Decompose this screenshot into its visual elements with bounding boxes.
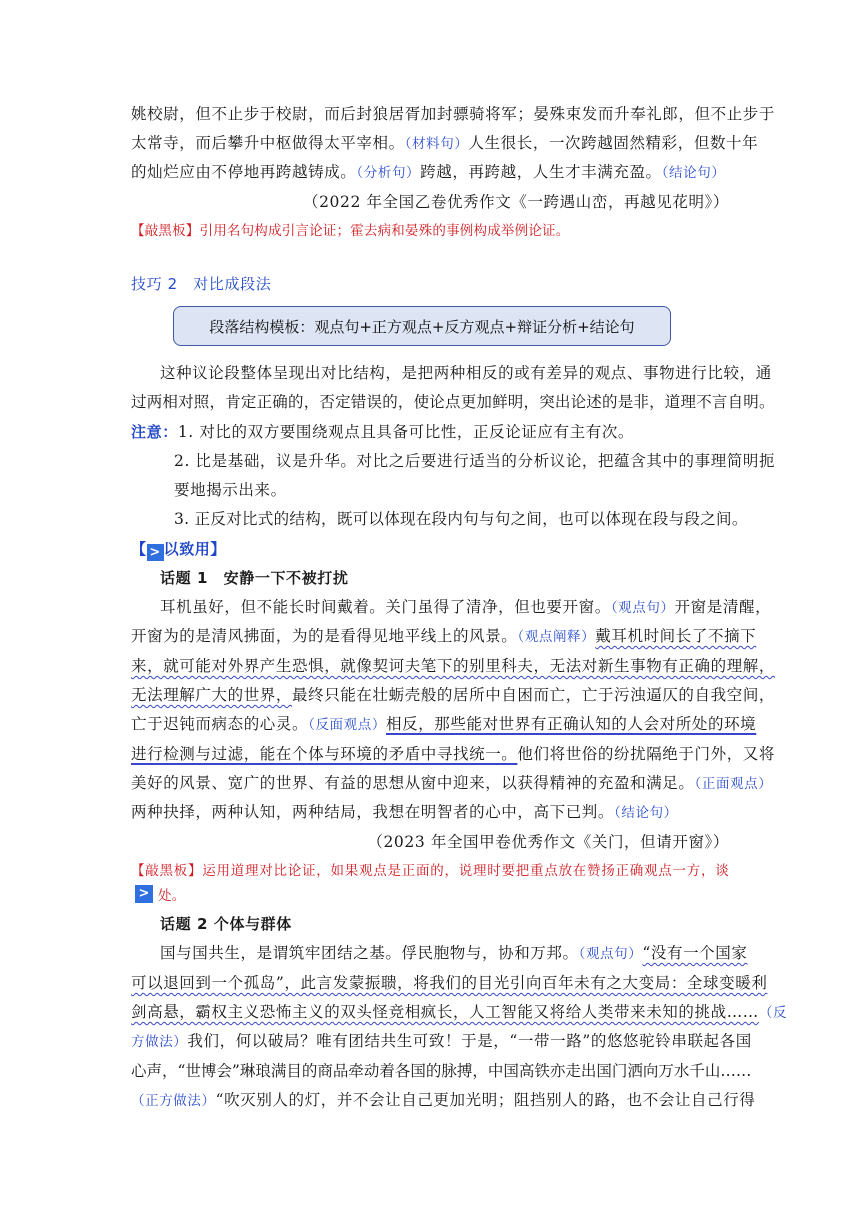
intro-text: 人生很长，一次跨越固然精彩，但数十年 xyxy=(468,134,759,152)
topic-text: 国与国共生，是谓筑牢团结之基。俘民胞物与，协和万邦。 xyxy=(160,944,579,962)
topic2-line-1 xyxy=(160,941,758,966)
desc-line-1: 这种议论段整体呈现出对比结构，是把两种相反的或有差异的观点、事物进行比较，通 xyxy=(160,364,772,382)
structure-template-box xyxy=(173,306,671,346)
topic-text: 进行检测与过滤，能在个体与环境的矛盾中寻找统一。 xyxy=(131,745,518,763)
arrow-right-icon[interactable]: > xyxy=(135,885,153,903)
topic-text: 耳机虽好，但不能长时间戴着。关门虽得了清净，但也要开窗。 xyxy=(160,598,611,616)
intro-line-2 xyxy=(131,131,759,156)
topic-text: “没有一个国家 xyxy=(642,944,748,962)
tag-conclusion: （结论句） xyxy=(661,165,726,181)
tag-material: （材料句） xyxy=(404,136,469,152)
technique-heading: 技巧 2 对比成段法 xyxy=(131,275,272,293)
topic2-line-3 xyxy=(131,1000,788,1025)
attention-1 xyxy=(131,420,729,444)
topic2-line-6 xyxy=(131,1088,756,1113)
topic-1-title: 话题 1 安静一下不被打扰 xyxy=(160,569,349,587)
topic-text: 戴耳机时间长了不摘下 xyxy=(595,627,757,645)
desc-line-2: 过两相对照，肯定正确的，否定错误的，使论点更加鲜明，突出论述的是非，道理不言自明。 xyxy=(131,393,775,411)
topic2-line-5: 心声，“世博会”琳琅满目的商品牵动着各国的脉搏，中国高铁亦走出国门洒向万水千山…… xyxy=(131,1062,752,1080)
topic-text: 美好的风景、宽广的世界、有益的思想从窗中迎来，以获得精神的充盈和满足。 xyxy=(131,774,695,792)
tag-reverse: 方做法） xyxy=(131,1034,188,1050)
note-text: 引用名句构成引言论证；霍去病和晏殊的事例构成举例论证。 xyxy=(199,223,570,239)
intro-text: 跨越，再跨越，人生才丰满充盈。 xyxy=(420,163,662,181)
topic1-source: （2023 年全国甲卷优秀作文《关门，但请开窗》） xyxy=(367,833,729,851)
attention-label: 注意： xyxy=(131,423,178,441)
note-2-line-1 xyxy=(131,859,729,883)
topic1-line-1 xyxy=(160,595,772,620)
topic1-line-8 xyxy=(131,800,729,825)
topic1-line-3: 来，就可能对外界产生恐惧，就像契诃夫笔下的别里科夫，无法对新生事物有正确的理解， xyxy=(131,657,776,675)
note-1 xyxy=(131,219,729,243)
arrow-right-icon: > xyxy=(147,544,164,561)
tag-reverse: （反 xyxy=(758,1005,788,1021)
apply-label: 以致用】 xyxy=(163,540,227,558)
intro-text: 太常寺，而后攀升中枢做得太平宰相。 xyxy=(131,134,405,152)
topic-text: 最终只能在壮蛎壳般的居所中自困而亡，亡于污浊逼仄的自我空间， xyxy=(292,686,776,704)
tag-positive: （正方做法） xyxy=(131,1093,216,1109)
topic-text: “吹灭别人的灯，并不会让自己更加光明；阻挡别人的路，也不会让自己行得 xyxy=(215,1091,756,1109)
tag-explain: （观点阐释） xyxy=(517,629,596,645)
topic-text: 无法理解广大的世界， xyxy=(131,686,293,704)
note-label: 【敲黑板】 xyxy=(131,863,203,879)
topic2-line-4 xyxy=(131,1029,752,1054)
tag-conclusion: （结论句） xyxy=(614,805,678,821)
tag-analysis: （分析句） xyxy=(356,165,421,181)
attention-2a: 2. 比是基础，议是升华。对比之后要进行适当的分析议论，把蕴含其中的事理简明扼 xyxy=(174,452,776,470)
intro-source: （2022 年全国乙卷优秀作文《一跨遇山峦，再越见花明》） xyxy=(302,193,729,211)
topic2-line-2: 可以退回到一个孤岛”，此言发蒙振聩，将我们的目光引向百年未有之大变局：全球变暖利 xyxy=(131,974,768,992)
topic-text: 他们将世俗的纷扰隔绝于门外，又将 xyxy=(517,745,776,763)
intro-line-1: 姚校尉，但不止步于校尉，而后封狼居胥加封骠骑将军；晏殊束发而升奉礼郎，但不止步于 xyxy=(131,105,776,123)
topic1-line-7 xyxy=(131,771,773,796)
topic-text: 两种抉择，两种认知，两种结局，我想在明智者的心中，高下已判。 xyxy=(131,803,615,821)
note-text: 运用道理对比论证，如果观点是正面的，说理时要把重点放在赞扬正确观点一方，谈 xyxy=(202,863,730,879)
topic-text: 相反，那些能对世界有正确认知的人会对所处的环境 xyxy=(385,715,757,733)
tag-negative: （反面观点） xyxy=(308,717,386,733)
topic1-line-2 xyxy=(131,624,757,649)
note-2-line-2: 处。 xyxy=(158,888,186,904)
note-label: 【敲黑板】 xyxy=(131,223,200,239)
intro-text: 的灿烂应由不停地再跨越铸成。 xyxy=(131,163,357,181)
tag-view: （观点句） xyxy=(578,946,643,962)
attention-text: 1. 对比的双方要围绕观点且具备可比性，正反论证应有主有次。 xyxy=(177,423,635,441)
topic1-line-4 xyxy=(131,683,776,707)
topic-text: 开窗为的是清风拂面，为的是看得见地平线上的风景。 xyxy=(131,627,518,645)
template-text: 段落结构模板：观点句+正方观点+反方观点+辩证分析+结论句 xyxy=(209,317,635,336)
topic-text: 剑高悬，霸权主义恐怖主义的双头怪竞相疯长，人工智能又将给人类带来未知的挑战…… xyxy=(131,1003,759,1021)
topic-2-title: 话题 2 个体与群体 xyxy=(160,915,292,933)
topic1-line-6 xyxy=(131,742,776,766)
attention-2b: 要地揭示出来。 xyxy=(174,481,287,499)
topic1-line-5 xyxy=(131,712,757,737)
topic-text: 亡于迟钝而病态的心灵。 xyxy=(131,715,309,733)
topic-text: 我们，何以破局？唯有团结共生可致！于是，“一带一路”的悠悠驼铃串联起各国 xyxy=(187,1032,752,1050)
attention-3: 3. 正反对比式的结构，既可以体现在段内句与句之间，也可以体现在段与段之间。 xyxy=(174,510,748,528)
topic-text: 开窗是清醒， xyxy=(674,598,772,616)
tag-positive: （正面观点） xyxy=(694,776,773,792)
intro-line-3 xyxy=(131,160,729,185)
apply-heading xyxy=(131,537,729,561)
apply-bracket: 【 xyxy=(131,540,147,558)
tag-view: （观点句） xyxy=(610,600,675,616)
